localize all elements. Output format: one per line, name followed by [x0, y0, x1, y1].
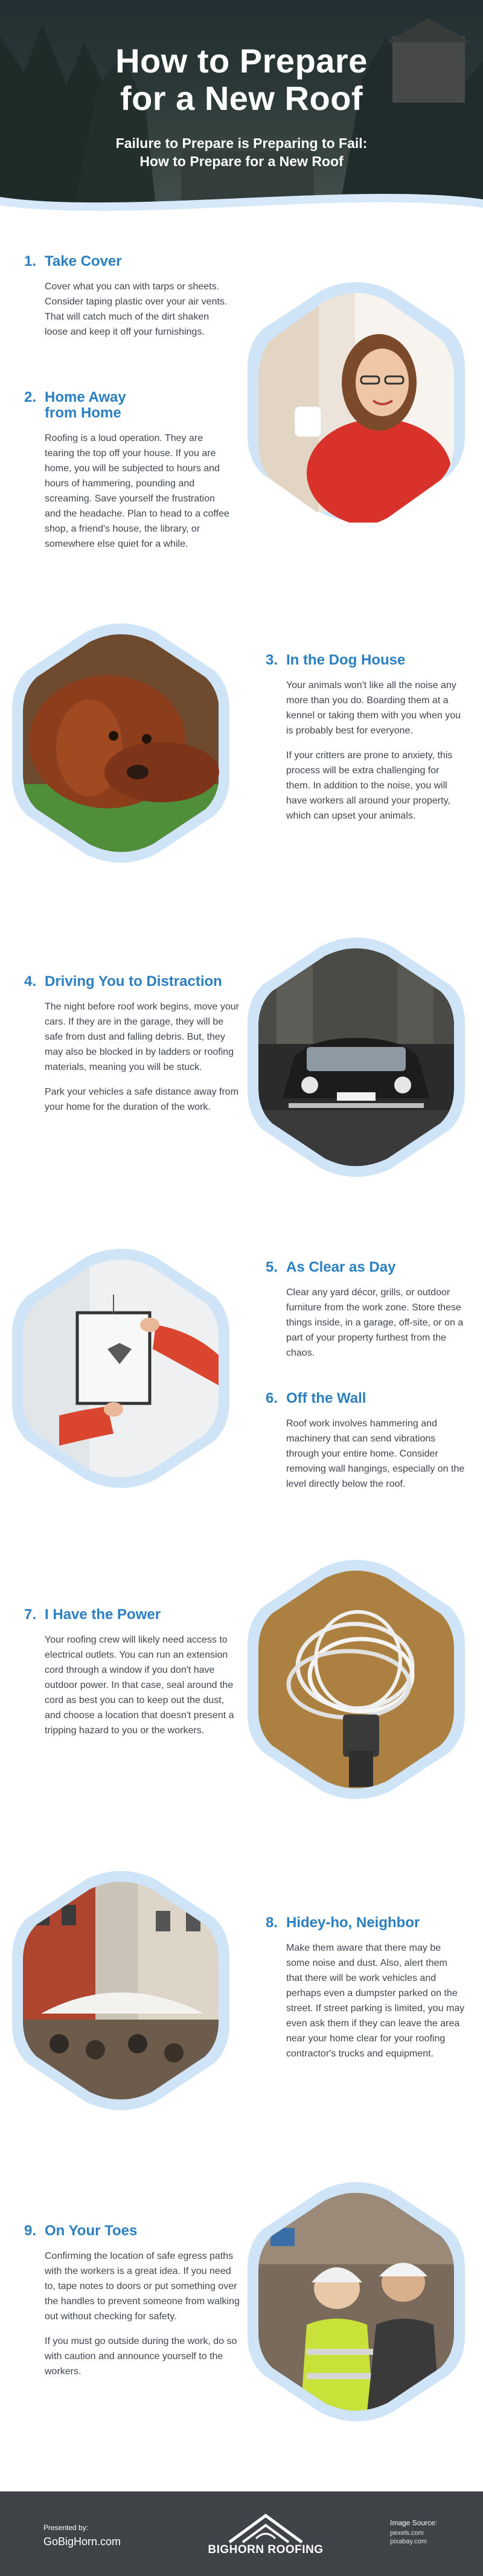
website-link[interactable]: GoBigHorn.com [43, 2536, 121, 2548]
hexagon-image-woman [248, 281, 465, 523]
hexagon-image-cord [248, 1559, 465, 1800]
hexagon-image-street [12, 1870, 229, 2111]
footer [0, 2491, 483, 2576]
section-paragraph: Your animals won't like all the noise any more than you do. Boarding them at a kennel or taking them with you when you is probably best for everyone. [286, 680, 461, 736]
page-title-line-1: How to Prepare [115, 42, 368, 80]
section-heading [266, 1391, 465, 1406]
section-neighbor [266, 1915, 465, 2071]
presented-by-label: Presented by: [43, 2523, 89, 2532]
section-paragraph: Your roofing crew will likely need access to electrical outlets. You can run an extension cord through a window if you don't have outdoor power. In that case, seal around the cord as best you can to keep out the dust, and choose a location that doesn't present a tripping hazard to you or the workers. [45, 1635, 234, 1736]
section-heading [24, 2223, 242, 2239]
page-subtitle-line-1: Failure to Prepare is Preparing to Fail: [115, 135, 368, 151]
section-paragraph: Park your vehicles a safe distance away from your home for the duration of the work. [45, 1087, 239, 1112]
header-wave-divider [0, 181, 483, 217]
image-source-label: Image Source: [390, 2519, 438, 2527]
section-heading [266, 1260, 465, 1275]
hexagon-image-workers [248, 2181, 465, 2423]
hexagon-image-car [248, 936, 465, 1178]
section-number: 7. [24, 1606, 37, 1623]
section-title: Take Cover [45, 253, 122, 269]
page-title-line-2: for a New Roof [120, 79, 363, 117]
section-title: Driving You to Distraction [45, 973, 222, 990]
section-paragraph: Confirming the location of safe egress paths with the workers is a great idea. If you need to, tape notes to doors or put something over the handles to prevent someone from walking out without checking for safety. [45, 2251, 240, 2322]
section-title: Off the Wall [286, 1390, 366, 1406]
section-clear-as-day [266, 1260, 465, 1370]
section-title-line-1: Home Away [45, 389, 126, 405]
section-heading [24, 1607, 242, 1623]
section-number: 1. [24, 253, 37, 269]
section-heading [266, 1915, 465, 1931]
section-take-cover [24, 254, 229, 349]
section-paragraph: Cover what you can with tarps or sheets. Consider taping plastic over your air vents. That will catch much of the dirt shaken loose and keep it off your furnishings. [45, 282, 228, 337]
section-paragraph: If you must go outside during the work, do so with caution and announce yourself to the workers. [45, 2336, 237, 2377]
section-on-your-toes [24, 2223, 242, 2389]
image-source-pexels: pexels.com [390, 2529, 424, 2537]
section-paragraph: Roofing is a loud operation. They are tearing the top off your house. If you are home, you will be subjected to hours and hours of hammering, pounding and screaming. Save yourself the frustration and the headache. Plan to head to a coffee shop, a friend's house, the library, or somewhere else quiet for a while. [45, 433, 229, 549]
section-title: Hidey-ho, Neighbor [286, 1914, 420, 1931]
section-home-away [24, 390, 229, 561]
page-title [0, 42, 483, 117]
section-number: 4. [24, 973, 37, 990]
section-title: On Your Toes [45, 2223, 138, 2239]
header-banner [0, 0, 483, 217]
section-title: In the Dog House [286, 652, 406, 668]
section-number: 2. [24, 389, 37, 405]
section-off-the-wall [266, 1391, 465, 1501]
section-paragraph: Roof work involves hammering and machinery that can send vibrations through your entire home. Consider removing wall hangings, especially on the level directly below the roof. [286, 1418, 465, 1489]
section-heading [24, 390, 229, 421]
section-power [24, 1607, 242, 1748]
section-heading [266, 652, 465, 668]
section-paragraph: If your critters are prone to anxiety, this process will be extra challenging for them. In addition to the noise, you will have workers all around your property, which can upset your animals. [286, 750, 453, 821]
section-heading [24, 254, 229, 269]
section-number: 5. [266, 1259, 278, 1275]
page-subtitle [0, 134, 483, 170]
section-number: 9. [24, 2223, 37, 2239]
hexagon-image-dog [12, 622, 229, 864]
section-number: 3. [266, 652, 278, 668]
image-source-pixabay: pixabay.com [390, 2538, 427, 2545]
section-driving [24, 974, 242, 1124]
section-number: 6. [266, 1390, 278, 1406]
logo-text: BIGHORN ROOFING [208, 2543, 324, 2556]
section-number: 8. [266, 1914, 278, 1931]
hexagon-image-frame [12, 1248, 229, 1489]
section-heading [24, 974, 242, 990]
section-title: As Clear as Day [286, 1259, 396, 1275]
page-subtitle-line-2: How to Prepare for a New Roof [139, 153, 344, 169]
section-paragraph: The night before roof work begins, move your cars. If they are in the garage, they will be safe from dust and falling debris. But, they may also be blocked in by ladders or roofing materials, meaning you will be stuck. [45, 1002, 239, 1072]
section-paragraph: Clear any yard décor, grills, or outdoor furniture from the work zone. Store these things inside, in a garage, off-site, or on a part of your property furthest from the chaos. [286, 1287, 464, 1358]
section-dog-house [266, 652, 465, 833]
section-paragraph: Make them aware that there may be some noise and dust. Also, alert them that there will be work vehicles and perhaps even a dumpster parked on the street. If street parking is limited, you may even ask them if they can leave the area near your home clear for your roofing contractor's trucks and equipment. [286, 1943, 465, 2059]
section-title-line-2: from Home [45, 405, 121, 421]
section-title: I Have the Power [45, 1606, 161, 1623]
